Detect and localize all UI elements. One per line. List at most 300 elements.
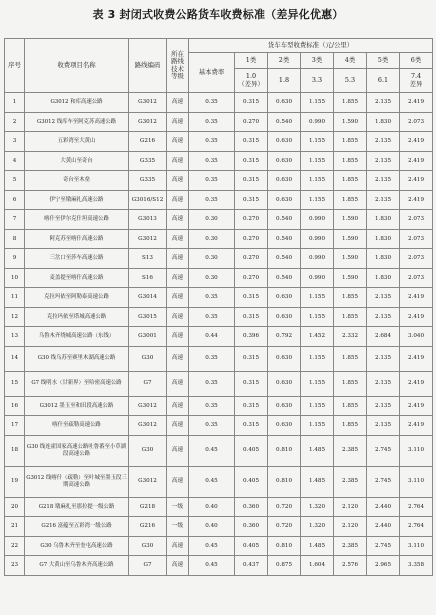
table-row xyxy=(5,151,433,171)
header-grade-line: 等级 xyxy=(171,71,184,80)
name-cell: G30 线连霍国家高速公路吐鲁番至小草湖段高速公路 xyxy=(25,435,129,466)
seq-cell: 2 xyxy=(5,112,25,132)
code-cell: G3012 xyxy=(129,112,167,132)
class-6-cell: 2.073 xyxy=(400,112,433,132)
class-4-cell: 1.855 xyxy=(334,171,367,191)
table-row xyxy=(5,517,433,537)
table-row xyxy=(5,229,433,249)
class-2-cell: 0.540 xyxy=(268,249,301,269)
seq-cell: 10 xyxy=(5,268,25,288)
base-rate-cell: 0.40 xyxy=(189,497,235,517)
code-cell: G30 xyxy=(129,435,167,466)
table-row xyxy=(5,371,433,396)
class-4-cell: 1.855 xyxy=(334,288,367,308)
code-cell: S16 xyxy=(129,268,167,288)
class-6-cell: 2.419 xyxy=(400,171,433,191)
class-4-cell: 1.855 xyxy=(334,396,367,416)
grade-cell: 高速 xyxy=(167,288,189,308)
grade-cell: 高速 xyxy=(167,536,189,556)
class-6-cell: 2.073 xyxy=(400,210,433,230)
header-grade xyxy=(167,39,189,93)
table-row xyxy=(5,210,433,230)
class-6-cell: 3.110 xyxy=(400,435,433,466)
name-cell: G30 乌鲁木齐至奎屯高速公路 xyxy=(25,536,129,556)
table-row xyxy=(5,93,433,113)
class-4-cell: 1.590 xyxy=(334,210,367,230)
coef-note: （差异） xyxy=(238,79,264,88)
name-cell: 喀什至疏勒高速公路 xyxy=(25,416,129,436)
table-row xyxy=(5,396,433,416)
seq-cell: 13 xyxy=(5,327,25,347)
class-3-cell: 1.155 xyxy=(301,288,334,308)
class-3-cell: 1.155 xyxy=(301,171,334,191)
class-4-cell: 1.590 xyxy=(334,229,367,249)
table-row xyxy=(5,112,433,132)
class-5-cell: 1.830 xyxy=(367,112,400,132)
class-6-cell: 3.040 xyxy=(400,327,433,347)
class-1-cell: 0.270 xyxy=(235,210,268,230)
class-6-cell: 3.110 xyxy=(400,536,433,556)
class-5-cell: 1.830 xyxy=(367,249,400,269)
class-5-cell: 2.745 xyxy=(367,435,400,466)
grade-cell: 高速 xyxy=(167,151,189,171)
header-standard: 货车车型收费标准（元/公里） xyxy=(189,39,433,53)
class-4-cell: 2.332 xyxy=(334,327,367,347)
class-5-cell: 1.830 xyxy=(367,268,400,288)
class-2-cell: 0.630 xyxy=(268,93,301,113)
grade-cell: 一级 xyxy=(167,517,189,537)
code-cell: G335 xyxy=(129,171,167,191)
header-class-3: 3类 xyxy=(301,53,334,69)
seq-cell: 15 xyxy=(5,371,25,396)
class-1-cell: 0.270 xyxy=(235,229,268,249)
class-5-cell: 2.135 xyxy=(367,346,400,371)
class-2-cell: 0.630 xyxy=(268,171,301,191)
class-3-cell: 1.485 xyxy=(301,536,334,556)
class-2-cell: 0.792 xyxy=(268,327,301,347)
class-6-cell: 2.764 xyxy=(400,517,433,537)
class-4-cell: 1.855 xyxy=(334,346,367,371)
class-2-cell: 0.630 xyxy=(268,190,301,210)
base-rate-cell: 0.35 xyxy=(189,307,235,327)
class-2-cell: 0.630 xyxy=(268,288,301,308)
class-6-cell: 2.419 xyxy=(400,307,433,327)
grade-cell: 高速 xyxy=(167,229,189,249)
seq-cell: 20 xyxy=(5,497,25,517)
class-3-cell: 1.485 xyxy=(301,435,334,466)
base-rate-cell: 0.44 xyxy=(189,327,235,347)
seq-cell: 21 xyxy=(5,517,25,537)
class-2-cell: 0.540 xyxy=(268,210,301,230)
header-coef-3: 3.3 xyxy=(301,69,334,93)
grade-cell: 高速 xyxy=(167,210,189,230)
class-2-cell: 0.810 xyxy=(268,536,301,556)
name-cell: 伊宁至墩麻扎高速公路 xyxy=(25,190,129,210)
class-3-cell: 1.155 xyxy=(301,346,334,371)
code-cell: G3012 xyxy=(129,416,167,436)
class-1-cell: 0.270 xyxy=(235,249,268,269)
seq-cell: 16 xyxy=(5,396,25,416)
base-rate-cell: 0.35 xyxy=(189,416,235,436)
base-rate-cell: 0.35 xyxy=(189,190,235,210)
seq-cell: 9 xyxy=(5,249,25,269)
class-4-cell: 1.855 xyxy=(334,151,367,171)
class-1-cell: 0.437 xyxy=(235,556,268,576)
coef-note: 差异 xyxy=(409,79,423,88)
name-cell: G3012 墨玉至和田段高速公路 xyxy=(25,396,129,416)
grade-cell: 高速 xyxy=(167,327,189,347)
code-cell: G3012 xyxy=(129,93,167,113)
header-class-5: 5类 xyxy=(367,53,400,69)
code-cell: G7 xyxy=(129,556,167,576)
grade-cell: 高速 xyxy=(167,249,189,269)
seq-cell: 6 xyxy=(5,190,25,210)
table-title: 表 3 封闭式收费公路货车收费标准（差异化优惠） xyxy=(92,8,344,21)
code-cell: G3015 xyxy=(129,307,167,327)
base-rate-cell: 0.30 xyxy=(189,229,235,249)
header-class-4: 4类 xyxy=(334,53,367,69)
class-5-cell: 1.830 xyxy=(367,210,400,230)
grade-cell: 高速 xyxy=(167,556,189,576)
class-3-cell: 1.452 xyxy=(301,327,334,347)
class-1-cell: 0.315 xyxy=(235,307,268,327)
name-cell: G3012 和库高速公路 xyxy=(25,93,129,113)
code-cell: G30 xyxy=(129,536,167,556)
code-cell: S13 xyxy=(129,249,167,269)
seq-cell: 12 xyxy=(5,307,25,327)
class-5-cell: 2.135 xyxy=(367,171,400,191)
class-1-cell: 0.315 xyxy=(235,151,268,171)
grade-cell: 高速 xyxy=(167,132,189,152)
seq-cell: 17 xyxy=(5,416,25,436)
class-5-cell: 2.135 xyxy=(367,307,400,327)
code-cell: G216 xyxy=(129,132,167,152)
base-rate-cell: 0.45 xyxy=(189,556,235,576)
class-2-cell: 0.630 xyxy=(268,346,301,371)
class-4-cell: 1.855 xyxy=(334,93,367,113)
code-cell: G216 xyxy=(129,517,167,537)
class-2-cell: 0.630 xyxy=(268,151,301,171)
code-cell: G335 xyxy=(129,151,167,171)
seq-cell: 14 xyxy=(5,346,25,371)
class-1-cell: 0.360 xyxy=(235,497,268,517)
code-cell: G3016/S12 xyxy=(129,190,167,210)
class-1-cell: 0.315 xyxy=(235,93,268,113)
class-2-cell: 0.630 xyxy=(268,132,301,152)
grade-cell: 一级 xyxy=(167,497,189,517)
grade-cell: 高速 xyxy=(167,93,189,113)
name-cell: 大黄山至奇台 xyxy=(25,151,129,171)
table-row xyxy=(5,466,433,497)
base-rate-cell: 0.30 xyxy=(189,268,235,288)
header-grade-line: 技术 xyxy=(171,64,184,73)
class-3-cell: 1.320 xyxy=(301,517,334,537)
class-4-cell: 2.120 xyxy=(334,517,367,537)
class-6-cell: 2.419 xyxy=(400,416,433,436)
class-2-cell: 0.720 xyxy=(268,497,301,517)
class-2-cell: 0.810 xyxy=(268,435,301,466)
seq-cell: 8 xyxy=(5,229,25,249)
table-row xyxy=(5,288,433,308)
class-4-cell: 1.855 xyxy=(334,416,367,436)
class-2-cell: 0.875 xyxy=(268,556,301,576)
table-row xyxy=(5,416,433,436)
class-5-cell: 2.135 xyxy=(367,93,400,113)
class-1-cell: 0.405 xyxy=(235,435,268,466)
header-code: 路线编码 xyxy=(129,39,167,93)
grade-cell: 高速 xyxy=(167,371,189,396)
class-2-cell: 0.540 xyxy=(268,112,301,132)
fee-table-body xyxy=(5,93,433,576)
class-6-cell: 3.110 xyxy=(400,466,433,497)
class-5-cell: 2.684 xyxy=(367,327,400,347)
class-3-cell: 1.155 xyxy=(301,151,334,171)
class-5-cell: 2.965 xyxy=(367,556,400,576)
class-1-cell: 0.315 xyxy=(235,346,268,371)
base-rate-cell: 0.30 xyxy=(189,210,235,230)
header-class-6: 6类 xyxy=(400,53,433,69)
base-rate-cell: 0.45 xyxy=(189,536,235,556)
header-coef-5: 6.1 xyxy=(367,69,400,93)
class-1-cell: 0.396 xyxy=(235,327,268,347)
class-3-cell: 1.155 xyxy=(301,132,334,152)
name-cell: 阿克苏至喀什高速公路 xyxy=(25,229,129,249)
class-4-cell: 1.855 xyxy=(334,190,367,210)
grade-cell: 高速 xyxy=(167,346,189,371)
code-cell: G3013 xyxy=(129,210,167,230)
class-5-cell: 2.135 xyxy=(367,416,400,436)
base-rate-cell: 0.45 xyxy=(189,466,235,497)
seq-cell: 18 xyxy=(5,435,25,466)
grade-cell: 高速 xyxy=(167,190,189,210)
table-row xyxy=(5,171,433,191)
base-rate-cell: 0.45 xyxy=(189,435,235,466)
base-rate-cell: 0.35 xyxy=(189,112,235,132)
name-cell: G218 墩麻扎至那拉提一级公路 xyxy=(25,497,129,517)
class-2-cell: 0.630 xyxy=(268,371,301,396)
grade-cell: 高速 xyxy=(167,307,189,327)
seq-cell: 1 xyxy=(5,93,25,113)
grade-cell: 高速 xyxy=(167,112,189,132)
header-base-rate: 基本费率 xyxy=(189,53,235,93)
class-3-cell: 1.155 xyxy=(301,93,334,113)
table-row xyxy=(5,132,433,152)
header-class-1: 1类 xyxy=(235,53,268,69)
class-4-cell: 1.855 xyxy=(334,371,367,396)
name-cell: 克拉玛依至塔城高速公路 xyxy=(25,307,129,327)
table-row xyxy=(5,307,433,327)
class-6-cell: 3.358 xyxy=(400,556,433,576)
base-rate-cell: 0.35 xyxy=(189,396,235,416)
class-1-cell: 0.315 xyxy=(235,371,268,396)
class-1-cell: 0.315 xyxy=(235,132,268,152)
class-6-cell: 2.073 xyxy=(400,229,433,249)
name-cell: 三岔口至莎车高速公路 xyxy=(25,249,129,269)
class-5-cell: 2.745 xyxy=(367,536,400,556)
class-4-cell: 1.855 xyxy=(334,307,367,327)
class-2-cell: 0.630 xyxy=(268,416,301,436)
class-4-cell: 1.855 xyxy=(334,132,367,152)
class-5-cell: 2.440 xyxy=(367,497,400,517)
class-1-cell: 0.315 xyxy=(235,396,268,416)
base-rate-cell: 0.30 xyxy=(189,249,235,269)
class-3-cell: 0.990 xyxy=(301,249,334,269)
class-3-cell: 0.990 xyxy=(301,210,334,230)
base-rate-cell: 0.35 xyxy=(189,171,235,191)
seq-cell: 11 xyxy=(5,288,25,308)
grade-cell: 高速 xyxy=(167,435,189,466)
seq-cell: 23 xyxy=(5,556,25,576)
name-cell: 乌鲁木齐绕城高速公路（东线） xyxy=(25,327,129,347)
class-5-cell: 2.135 xyxy=(367,132,400,152)
code-cell: G3012 xyxy=(129,229,167,249)
name-cell: 奇台至木垒 xyxy=(25,171,129,191)
header-coef-4: 5.3 xyxy=(334,69,367,93)
class-5-cell: 2.135 xyxy=(367,288,400,308)
class-6-cell: 2.419 xyxy=(400,371,433,396)
name-cell: G216 富蕴至五彩湾一级公路 xyxy=(25,517,129,537)
class-3-cell: 0.990 xyxy=(301,112,334,132)
code-cell: G3014 xyxy=(129,288,167,308)
grade-cell: 高速 xyxy=(167,171,189,191)
code-cell: G3012 xyxy=(129,396,167,416)
seq-cell: 5 xyxy=(5,171,25,191)
class-4-cell: 2.385 xyxy=(334,536,367,556)
code-cell: G3012 xyxy=(129,466,167,497)
class-2-cell: 0.630 xyxy=(268,396,301,416)
class-1-cell: 0.315 xyxy=(235,416,268,436)
coef-value: 1.0 xyxy=(245,72,257,81)
base-rate-cell: 0.35 xyxy=(189,93,235,113)
table-row xyxy=(5,327,433,347)
header-name: 收费项目名称 xyxy=(25,39,129,93)
class-1-cell: 0.405 xyxy=(235,536,268,556)
class-6-cell: 2.419 xyxy=(400,288,433,308)
class-6-cell: 2.419 xyxy=(400,346,433,371)
class-4-cell: 1.590 xyxy=(334,268,367,288)
base-rate-cell: 0.35 xyxy=(189,371,235,396)
class-4-cell: 2.576 xyxy=(334,556,367,576)
class-4-cell: 2.120 xyxy=(334,497,367,517)
code-cell: G3001 xyxy=(129,327,167,347)
name-cell: G3012 线喀什（疏勒）至叶城至墨玉段三期高速公路 xyxy=(25,466,129,497)
table-row xyxy=(5,556,433,576)
class-6-cell: 2.419 xyxy=(400,93,433,113)
header-grade-line: 路线 xyxy=(171,57,184,66)
class-3-cell: 1.604 xyxy=(301,556,334,576)
name-cell: G7 大黄山至乌鲁木齐高速公路 xyxy=(25,556,129,576)
grade-cell: 高速 xyxy=(167,268,189,288)
name-cell: 克拉玛依至阿勒泰高速公路 xyxy=(25,288,129,308)
coef-value: 7.4 xyxy=(410,72,422,81)
code-cell: G218 xyxy=(129,497,167,517)
class-1-cell: 0.270 xyxy=(235,268,268,288)
class-5-cell: 2.135 xyxy=(367,151,400,171)
class-4-cell: 1.590 xyxy=(334,112,367,132)
class-2-cell: 0.540 xyxy=(268,268,301,288)
class-3-cell: 1.155 xyxy=(301,190,334,210)
class-6-cell: 2.419 xyxy=(400,190,433,210)
class-1-cell: 0.360 xyxy=(235,517,268,537)
base-rate-cell: 0.35 xyxy=(189,346,235,371)
class-1-cell: 0.315 xyxy=(235,190,268,210)
seq-cell: 19 xyxy=(5,466,25,497)
class-3-cell: 1.155 xyxy=(301,416,334,436)
table-row xyxy=(5,435,433,466)
class-5-cell: 2.745 xyxy=(367,466,400,497)
header-coef-6 xyxy=(400,69,433,93)
class-2-cell: 0.720 xyxy=(268,517,301,537)
class-2-cell: 0.630 xyxy=(268,307,301,327)
name-cell: 五彩湾至大黄山 xyxy=(25,132,129,152)
class-1-cell: 0.270 xyxy=(235,112,268,132)
class-5-cell: 2.135 xyxy=(367,371,400,396)
seq-cell: 3 xyxy=(5,132,25,152)
name-cell: G7 线明水（甘新界）至哈密高速公路 xyxy=(25,371,129,396)
table-row xyxy=(5,497,433,517)
class-6-cell: 2.419 xyxy=(400,132,433,152)
class-3-cell: 1.485 xyxy=(301,466,334,497)
seq-cell: 22 xyxy=(5,536,25,556)
table-row xyxy=(5,536,433,556)
class-2-cell: 0.810 xyxy=(268,466,301,497)
table-row xyxy=(5,249,433,269)
class-4-cell: 1.590 xyxy=(334,249,367,269)
header-seq: 序号 xyxy=(5,39,25,93)
class-6-cell: 2.764 xyxy=(400,497,433,517)
class-3-cell: 1.155 xyxy=(301,371,334,396)
class-5-cell: 1.830 xyxy=(367,229,400,249)
class-4-cell: 2.385 xyxy=(334,435,367,466)
class-1-cell: 0.405 xyxy=(235,466,268,497)
class-4-cell: 2.385 xyxy=(334,466,367,497)
class-5-cell: 2.135 xyxy=(367,396,400,416)
name-cell: 麦盖提至喀什高速公路 xyxy=(25,268,129,288)
class-5-cell: 2.440 xyxy=(367,517,400,537)
name-cell: G3012 线库车至阿克苏高速公路 xyxy=(25,112,129,132)
class-3-cell: 1.320 xyxy=(301,497,334,517)
class-5-cell: 2.135 xyxy=(367,190,400,210)
header-coef-2: 1.8 xyxy=(268,69,301,93)
class-6-cell: 2.419 xyxy=(400,151,433,171)
seq-cell: 7 xyxy=(5,210,25,230)
code-cell: G30 xyxy=(129,346,167,371)
grade-cell: 高速 xyxy=(167,416,189,436)
name-cell: G30 线乌苏至赛里木湖高速公路 xyxy=(25,346,129,371)
header-grade-line: 所在 xyxy=(171,49,184,58)
table-row xyxy=(5,268,433,288)
grade-cell: 高速 xyxy=(167,396,189,416)
class-2-cell: 0.540 xyxy=(268,229,301,249)
base-rate-cell: 0.40 xyxy=(189,517,235,537)
name-cell: 喀什至伊尔克什坦高速公路 xyxy=(25,210,129,230)
fee-table xyxy=(4,38,433,576)
grade-cell: 高速 xyxy=(167,466,189,497)
table-row xyxy=(5,346,433,371)
class-3-cell: 0.990 xyxy=(301,268,334,288)
class-6-cell: 2.073 xyxy=(400,268,433,288)
header-coef-1 xyxy=(235,69,268,93)
class-1-cell: 0.315 xyxy=(235,171,268,191)
base-rate-cell: 0.35 xyxy=(189,132,235,152)
code-cell: G7 xyxy=(129,371,167,396)
class-3-cell: 1.155 xyxy=(301,307,334,327)
class-6-cell: 2.073 xyxy=(400,249,433,269)
class-1-cell: 0.315 xyxy=(235,288,268,308)
base-rate-cell: 0.35 xyxy=(189,151,235,171)
table-row xyxy=(5,190,433,210)
base-rate-cell: 0.35 xyxy=(189,288,235,308)
